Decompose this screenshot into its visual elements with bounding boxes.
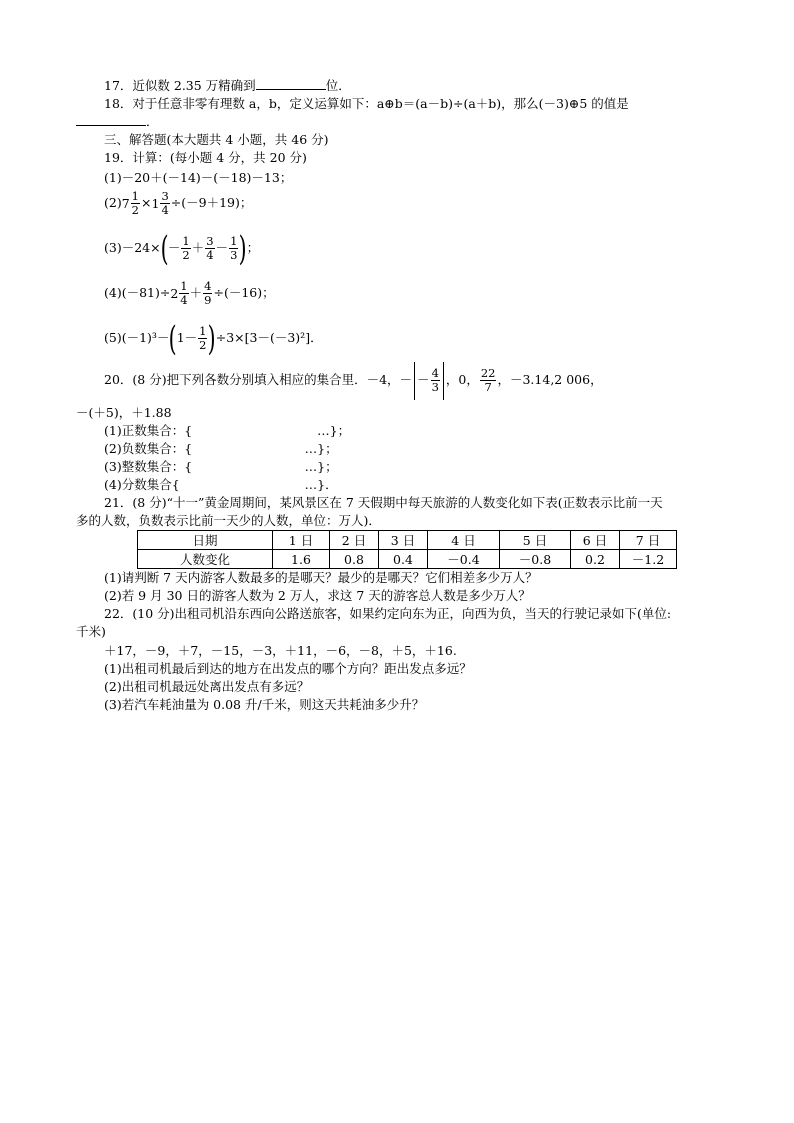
frac-num: 1	[131, 189, 139, 203]
frac-den: 7	[484, 380, 492, 394]
answer-blank	[76, 113, 146, 126]
times-sign: ×	[141, 195, 152, 210]
visitor-change-table	[137, 530, 677, 569]
table-header-cell: 2 日	[330, 531, 379, 550]
plus-sign: ＋	[191, 240, 205, 255]
frac-den: 2	[131, 203, 139, 217]
mixed-whole: 2	[170, 285, 179, 301]
minus-sign: －	[215, 240, 229, 255]
q19-part-5	[104, 318, 323, 358]
table-cell: 1.6	[273, 550, 330, 569]
q22-line2: 千米)	[76, 624, 106, 639]
question-20	[104, 360, 603, 400]
q19-p5-rest: ÷3×[3－(－3)²]．	[215, 330, 323, 345]
fraction-1-3	[229, 235, 238, 262]
q20-line2-text: －(＋5)，＋1.88	[76, 405, 172, 420]
table-cell: 0.8	[330, 550, 379, 569]
fraction-1-2	[181, 235, 190, 262]
q21-line1: 21．(8 分)“十一”黄金周期间，某风景区在 7 天假期中每天旅游的人数变化如下表(正数表示比前一天	[104, 495, 663, 510]
q22-part-2	[104, 679, 309, 695]
section-3-title: 三、解答题(本大题共 4 小题，共 46 分)	[104, 132, 329, 147]
frac-num: 3	[161, 189, 169, 203]
table-cell: －0.8	[500, 550, 571, 569]
abs-bar-right	[443, 362, 444, 400]
q19-p2-rest: ÷(－9＋19)；	[170, 195, 253, 210]
frac-num: 4	[204, 279, 212, 293]
q20-set-2	[104, 441, 338, 457]
question-22	[104, 606, 671, 622]
table-header-cell: 5 日	[500, 531, 571, 550]
q21-part-2	[104, 588, 531, 604]
q19-title-text: 19．计算：(每小题 4 分，共 20 分)	[104, 150, 307, 165]
q20-suffix: ，－3.14,2 006，	[497, 372, 603, 387]
table-row	[138, 550, 677, 569]
frac-den: 3	[230, 248, 238, 262]
plus-sign: ＋	[189, 285, 203, 300]
frac-num: 1	[182, 234, 190, 248]
frac-den: 2	[199, 338, 207, 352]
left-paren: (	[169, 318, 178, 359]
q22-line-2	[76, 624, 106, 640]
q19-p2-label: (2)	[104, 195, 122, 210]
q19-p3-label: (3)－24×	[104, 240, 161, 255]
frac-num: 3	[206, 234, 214, 248]
fraction-22-7	[480, 367, 497, 394]
q21-p1-text: (1)请判断 7 天内游客人数最多的是哪天？最少的是哪天？它们相差多少万人？	[104, 570, 538, 585]
q21-line2: 多的人数，负数表示比前一天少的人数，单位：万人)．	[76, 513, 381, 528]
q20-set-3	[104, 459, 338, 475]
positive-set: (1)正数集合：{ …}；	[104, 423, 351, 438]
q19-p4-label: (4)(－81)÷	[104, 285, 171, 300]
question-18	[104, 96, 629, 112]
abs-bar-left	[414, 362, 415, 400]
question-18-answer	[76, 113, 159, 130]
table-cell: 0.4	[379, 550, 428, 569]
q22-part-1	[104, 661, 472, 677]
frac-den: 3	[431, 380, 439, 394]
q22-p2-text: (2)出租司机最远处离出发点有多远？	[104, 679, 310, 694]
right-paren: )	[239, 228, 248, 269]
question-21	[104, 495, 663, 511]
fraction-set: (4)分数集合{ …}．	[104, 477, 338, 492]
q20-set-1	[104, 423, 350, 439]
frac-num: 22	[480, 366, 496, 380]
driving-record: ＋17，－9，＋7，－15，－3，＋11，－6，－8，＋5，＋16.	[104, 643, 457, 658]
table-header-cell: 1 日	[273, 531, 330, 550]
fraction-3-4	[205, 235, 214, 262]
question-19-title	[104, 150, 307, 166]
mixed-whole-2: 1	[151, 195, 160, 211]
q22-p3-text: (3)若汽车耗油量为 0.08 升/千米，则这天共耗油多少升？	[104, 697, 425, 712]
q18-end: ．	[146, 114, 159, 129]
fraction-1-4	[179, 280, 188, 307]
q20-prefix: 20．(8 分)把下列各数分别填入相应的集合里．－4，－	[104, 372, 413, 387]
fraction-1-2	[131, 190, 140, 217]
table-header-cell: 7 日	[620, 531, 677, 550]
q22-part-3	[104, 697, 424, 713]
table-header-cell: 6 日	[571, 531, 620, 550]
frac-den: 4	[206, 248, 214, 262]
frac-den: 4	[161, 203, 169, 217]
minus-sign: －	[167, 240, 181, 255]
semicolon: ；	[246, 240, 260, 255]
right-paren: )	[208, 318, 217, 359]
fraction-3-4	[160, 190, 169, 217]
q19-p1-text: (1)－20＋(－14)－(－18)－13；	[104, 170, 293, 185]
q19-part-4	[104, 276, 275, 311]
answer-blank	[256, 77, 326, 90]
integer-set: (3)整数集合：{ …}；	[104, 459, 338, 474]
q20-line-2	[76, 405, 172, 421]
q19-part-3	[104, 228, 259, 268]
minus-sign: －	[417, 372, 430, 387]
q20-set-4	[104, 477, 338, 493]
table-header-row	[138, 531, 677, 550]
q22-data	[104, 643, 457, 659]
mixed-whole-1: 7	[121, 195, 130, 211]
frac-num: 1	[180, 279, 188, 293]
q17-prefix: 17．近似数 2.35 万精确到	[104, 78, 256, 93]
q17-suffix: 位．	[325, 78, 351, 93]
table-header-cell: 4 日	[428, 531, 500, 550]
q19-part-1	[104, 170, 292, 186]
fraction-4-3	[431, 367, 440, 394]
inner-expr: 1－	[176, 330, 198, 345]
table-cell: 0.2	[571, 550, 620, 569]
question-17	[104, 77, 351, 94]
fraction-1-2	[198, 325, 207, 352]
frac-num: 4	[431, 366, 439, 380]
frac-den: 9	[204, 293, 212, 307]
q22-p1-text: (1)出租司机最后到达的地方在出发点的哪个方向？距出发点多远？	[104, 661, 472, 676]
table-cell: －0.4	[428, 550, 500, 569]
q21-line-2	[76, 513, 381, 529]
q22-line1: 22．(10 分)出租司机沿东西向公路送旅客，如果约定向东为正，向西为负，当天的行驶记录如下(单位:	[104, 606, 672, 621]
q21-p2-text: (2)若 9 月 30 日的游客人数为 2 万人，求这 7 天的游客总人数是多少万人？	[104, 588, 531, 603]
frac-num: 1	[230, 234, 238, 248]
frac-den: 2	[182, 248, 190, 262]
fraction-4-9	[203, 280, 212, 307]
q19-p5-label: (5)(－1)³－	[104, 330, 170, 345]
negative-set: (2)负数集合：{ …}；	[104, 441, 338, 456]
left-paren: (	[160, 228, 169, 269]
frac-den: 4	[180, 293, 188, 307]
q18-text: 18．对于任意非零有理数 a，b，定义运算如下：a⊕b＝(a－b)÷(a＋b)，那么(－3)⊕5 的值是	[104, 96, 629, 111]
q19-p4-rest: ÷(－16)；	[213, 285, 275, 300]
table-cell: 人数变化	[138, 550, 273, 569]
frac-num: 1	[199, 324, 207, 338]
q19-part-2	[104, 188, 252, 219]
table-cell: －1.2	[620, 550, 677, 569]
q21-part-1	[104, 570, 538, 586]
q20-mid: ，0，	[445, 372, 479, 387]
table-header-cell: 3 日	[379, 531, 428, 550]
table-header-cell: 日期	[138, 531, 273, 550]
section-title	[104, 132, 329, 148]
